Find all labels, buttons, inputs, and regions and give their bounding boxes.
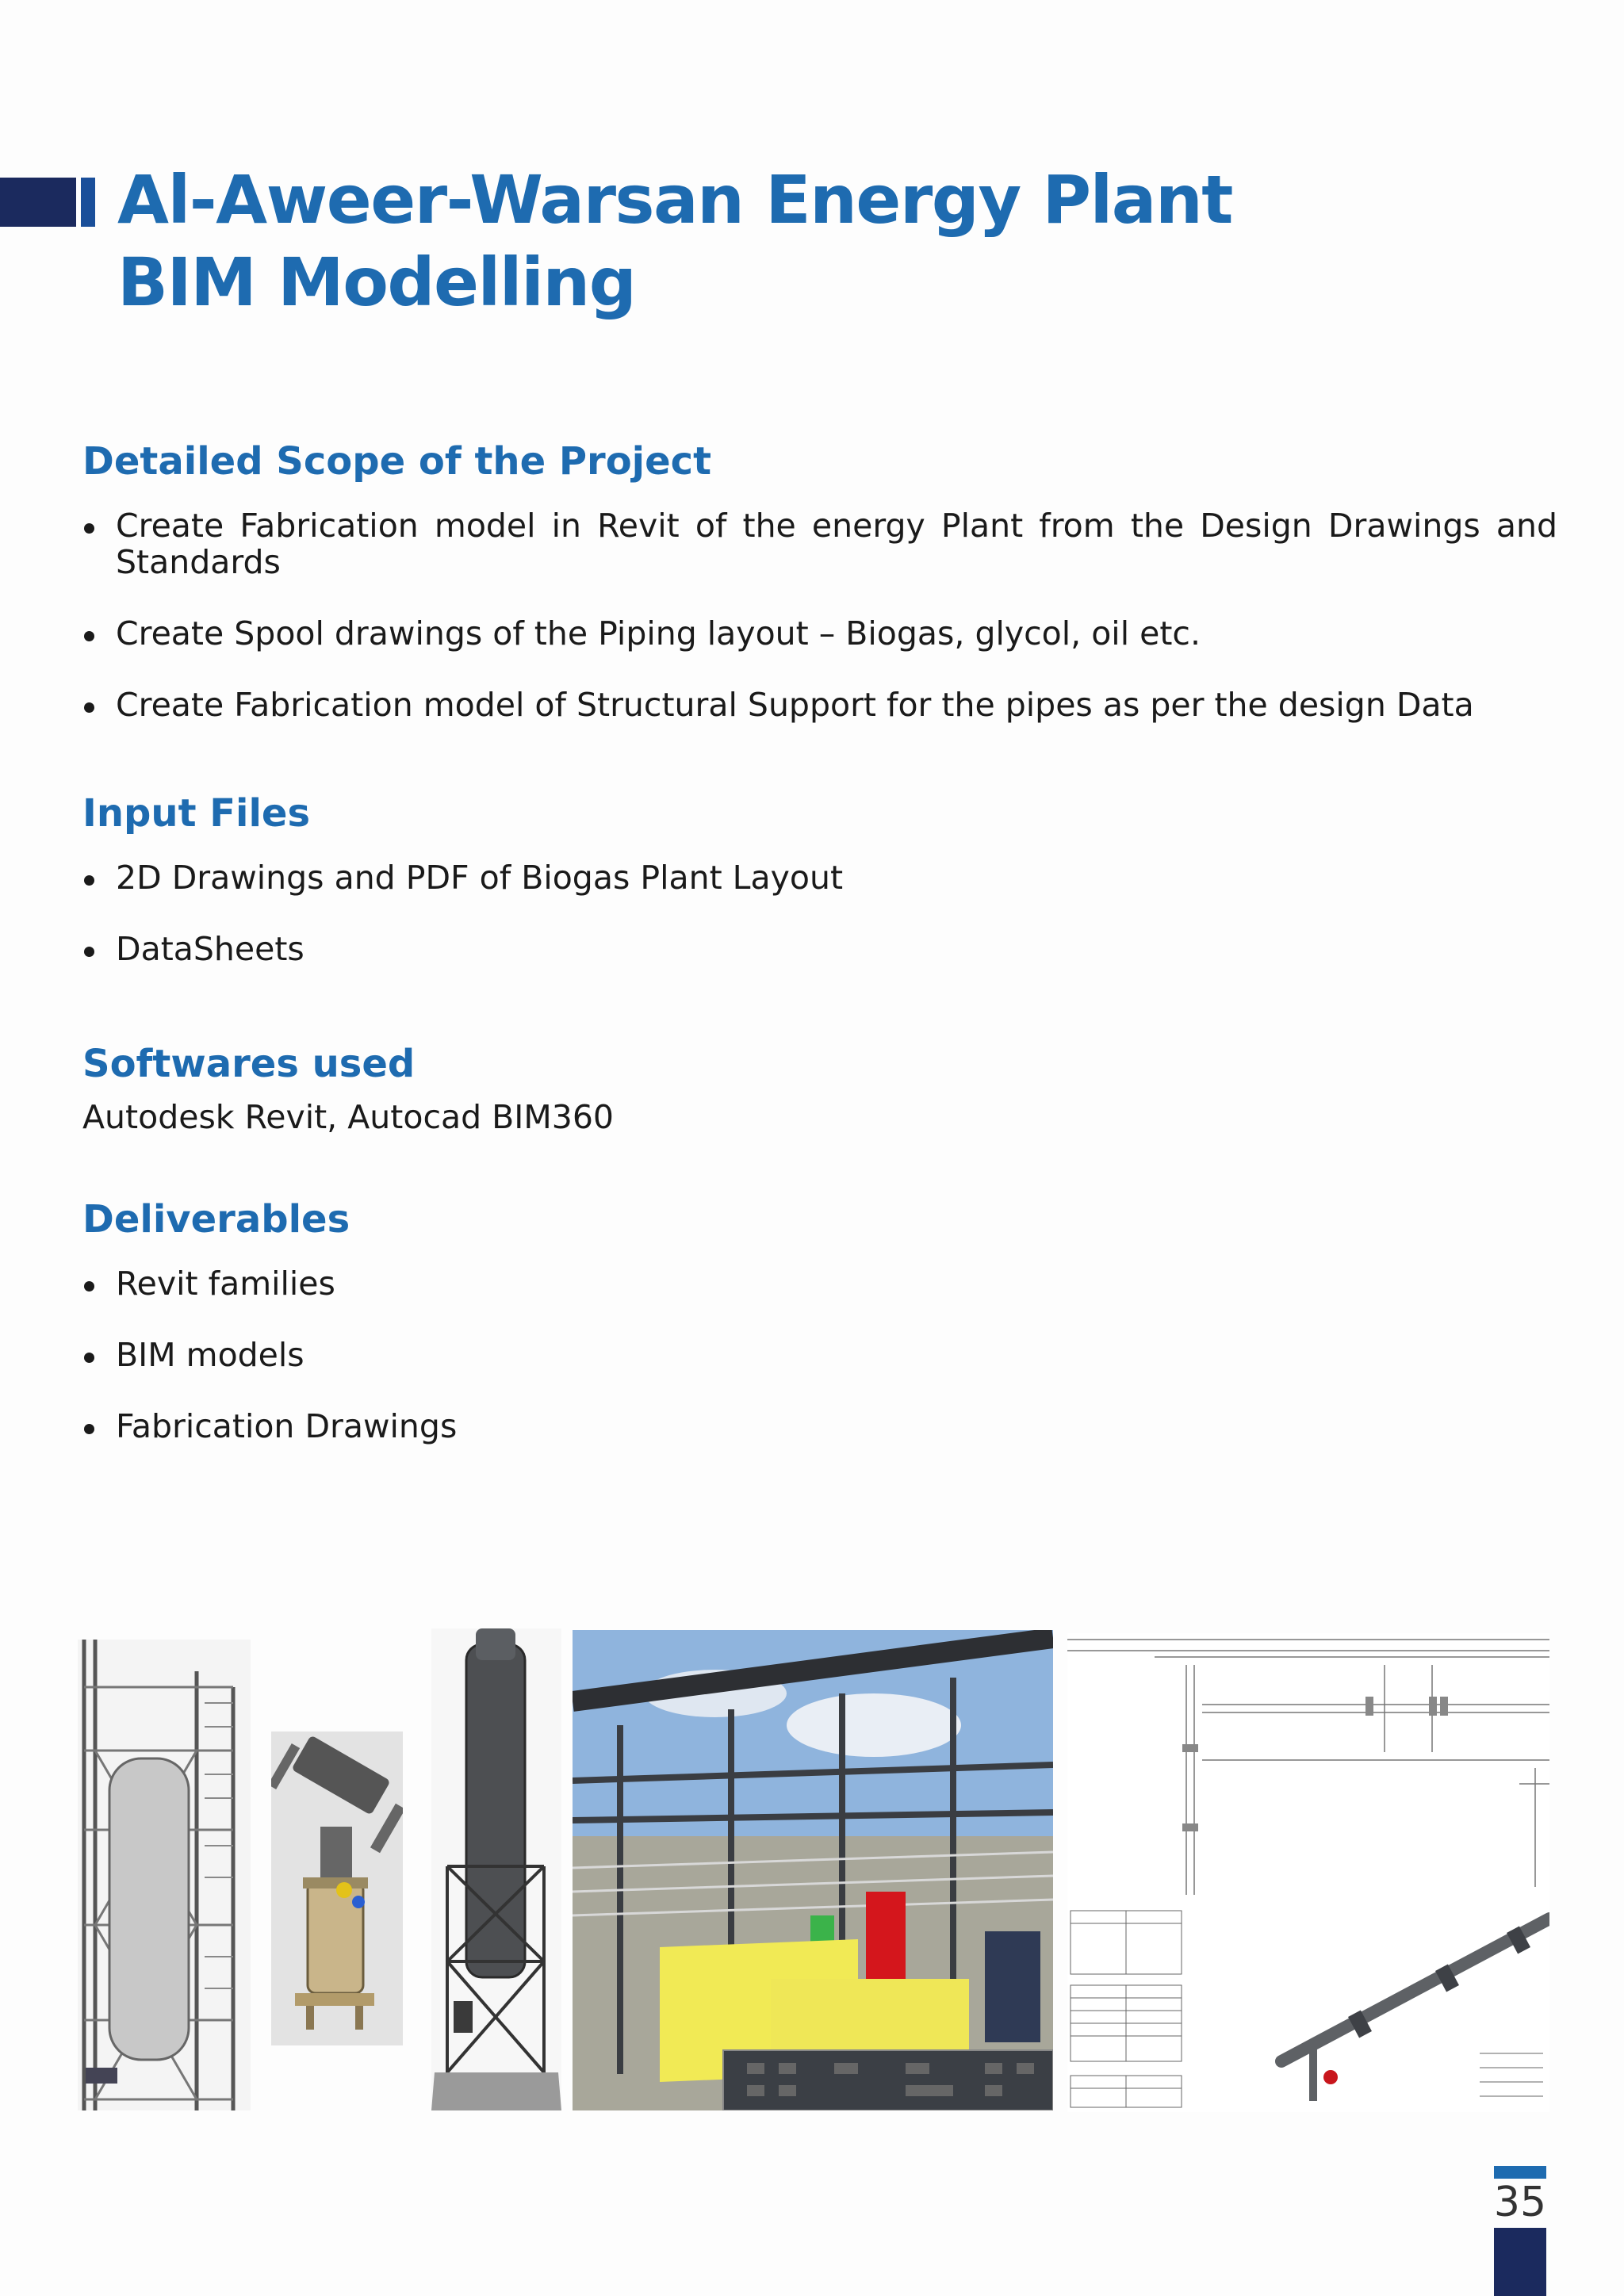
vertical-vessel-image — [431, 1628, 561, 2110]
input-file-item: DataSheets — [82, 931, 1557, 967]
software-text: Autodesk Revit, Autocad BIM360 — [82, 1098, 615, 1136]
spool-drawing — [1067, 1633, 1549, 2112]
input-file-item: 2D Drawings and PDF of Biogas Plant Layout — [82, 859, 1557, 896]
title-accent-bar-dark — [0, 178, 76, 227]
tower-structure-image — [78, 1640, 251, 2110]
page-title — [117, 159, 1465, 323]
page-number: 35 — [1493, 2179, 1547, 2226]
page-number-accent-bottom — [1494, 2228, 1546, 2296]
page-number-accent-top — [1494, 2166, 1546, 2179]
plant-3d-view-drawing — [573, 1630, 1053, 2110]
scope-section — [82, 438, 1557, 723]
scope-heading: Detailed Scope of the Project — [82, 439, 712, 484]
spool-drawing-image — [1067, 1633, 1549, 2112]
deliverable-item: BIM models — [82, 1337, 1557, 1373]
vertical-vessel-drawing — [431, 1628, 561, 2110]
software-heading: Softwares used — [82, 1042, 416, 1086]
plant-3d-view-image — [573, 1630, 1053, 2110]
deliverables-section — [82, 1196, 1557, 1445]
scope-item: Create Fabrication model in Revit of the energy Plant from the Design Drawings and Standards — [82, 507, 1557, 580]
filter-assembly-drawing — [271, 1732, 403, 2045]
scope-list — [82, 507, 1557, 723]
deliverables-heading: Deliverables — [82, 1197, 350, 1242]
deliverable-item: Fabrication Drawings — [82, 1408, 1557, 1445]
input-files-list — [82, 859, 1557, 967]
input-files-section — [82, 790, 1557, 967]
software-section — [82, 1040, 1557, 1135]
tower-structure-drawing — [78, 1640, 251, 2110]
page-title-line-2: BIM Modelling — [117, 243, 636, 321]
scope-item: Create Fabrication model of Structural Support for the pipes as per the design Data — [82, 687, 1557, 723]
scope-item: Create Spool drawings of the Piping layout – Biogas, glycol, oil etc. — [82, 615, 1557, 652]
deliverables-list — [82, 1265, 1557, 1445]
page-title-line-1: Al-Aweer-Warsan Energy Plant — [117, 161, 1232, 239]
title-accent-bar-blue — [81, 178, 95, 227]
input-files-heading: Input Files — [82, 791, 311, 836]
deliverable-item: Revit families — [82, 1265, 1557, 1302]
filter-assembly-image — [271, 1732, 403, 2045]
